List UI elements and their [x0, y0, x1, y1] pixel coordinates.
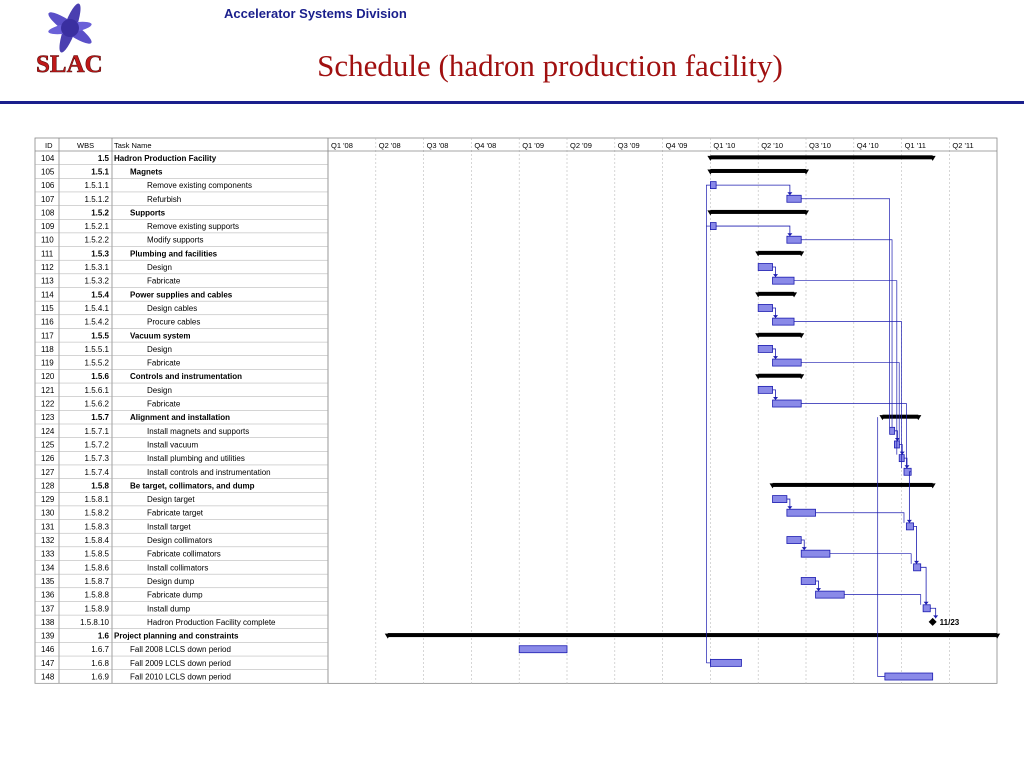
task-id: 125 — [41, 440, 55, 450]
task-wbs: 1.5.3.2 — [84, 276, 109, 286]
task-name: Refurbish — [147, 194, 182, 204]
task-id: 105 — [41, 167, 55, 177]
task-name: Design collimators — [147, 536, 213, 545]
task-bar — [773, 496, 787, 503]
task-id: 124 — [41, 426, 55, 436]
task-bar — [923, 605, 930, 612]
summary-bar — [710, 210, 806, 214]
task-name: Alignment and installation — [130, 413, 231, 423]
task-id: 126 — [41, 454, 55, 464]
task-wbs: 1.6.7 — [91, 645, 109, 655]
task-wbs: 1.5.8.8 — [84, 590, 109, 600]
task-bar — [801, 550, 830, 557]
task-bar — [758, 304, 772, 311]
task-id: 134 — [41, 563, 55, 573]
task-name: Fall 2008 LCLS down period — [130, 645, 231, 655]
quarter-label: Q2 '08 — [378, 141, 401, 150]
page-title: Schedule (hadron production facility) — [317, 48, 783, 83]
task-id: 131 — [41, 522, 55, 532]
task-id: 130 — [41, 508, 55, 518]
task-wbs: 1.5.8.9 — [84, 604, 109, 614]
task-name: Fall 2010 LCLS down period — [130, 672, 231, 682]
quarter-label: Q1 '09 — [522, 141, 545, 150]
task-name: Hadron Production Facility complete — [147, 617, 276, 627]
task-name: Fabricate — [147, 358, 181, 368]
task-name: Remove existing supports — [147, 222, 240, 232]
task-name: Design dump — [147, 576, 195, 586]
task-bar — [816, 591, 845, 598]
quarter-label: Q4 '08 — [474, 141, 497, 150]
task-bar — [773, 318, 795, 325]
task-id: 118 — [41, 344, 54, 354]
task-name: Install controls and instrumentation — [147, 467, 271, 477]
task-name: Fabricate dump — [147, 590, 203, 600]
task-bar — [773, 359, 802, 366]
task-id: 109 — [41, 222, 55, 232]
task-name: Install plumbing and utilities — [147, 454, 245, 464]
task-name: Hadron Production Facility — [114, 153, 217, 163]
task-name: Design — [147, 385, 172, 395]
task-id: 120 — [41, 372, 55, 382]
task-id: 127 — [41, 467, 55, 477]
task-id: 147 — [41, 658, 55, 668]
logo-text: SLAC — [36, 51, 103, 78]
summary-bar — [773, 483, 933, 487]
task-id: 108 — [41, 208, 55, 218]
quarter-label: Q1 '10 — [713, 141, 736, 150]
task-wbs: 1.5.6 — [91, 372, 109, 382]
column-header-wbs: WBS — [77, 141, 95, 150]
task-wbs: 1.5.8 — [91, 481, 109, 491]
task-wbs: 1.5.8.10 — [80, 617, 109, 627]
task-name: Install vacuum — [147, 440, 199, 450]
task-wbs: 1.5.7.2 — [84, 440, 109, 450]
task-bar — [906, 523, 913, 530]
quarter-label: Q2 '11 — [952, 141, 974, 150]
task-bar — [787, 509, 816, 516]
task-name: Install collimators — [147, 563, 209, 573]
quarter-label: Q3 '09 — [617, 141, 640, 150]
task-bar — [710, 223, 716, 230]
column-header-id: ID — [45, 141, 53, 150]
task-wbs: 1.5.8.3 — [84, 522, 109, 532]
task-bar — [710, 182, 716, 189]
task-id: 116 — [41, 317, 54, 327]
task-wbs: 1.5.7 — [91, 413, 109, 423]
quarter-label: Q2 '09 — [570, 141, 592, 150]
task-wbs: 1.5.4 — [91, 290, 109, 300]
quarter-label: Q4 '09 — [665, 141, 688, 150]
task-wbs: 1.5.8.1 — [84, 495, 109, 505]
task-wbs: 1.5.8.4 — [84, 536, 109, 545]
task-wbs: 1.6 — [97, 631, 109, 641]
task-id: 106 — [41, 181, 55, 191]
task-id: 110 — [41, 235, 54, 245]
task-bar — [758, 386, 772, 393]
task-id: 135 — [41, 576, 55, 586]
task-bar — [914, 564, 921, 571]
task-name: Install target — [147, 522, 191, 532]
summary-bar — [710, 169, 806, 173]
task-name: Controls and instrumentation — [130, 372, 242, 382]
task-id: 114 — [41, 290, 54, 300]
task-id: 133 — [41, 549, 55, 559]
task-wbs: 1.5.2.2 — [84, 235, 109, 245]
task-id: 119 — [41, 358, 54, 368]
quarter-label: Q2 '10 — [761, 141, 784, 150]
task-wbs: 1.5.2.1 — [84, 222, 109, 232]
task-id: 129 — [41, 495, 55, 505]
task-id: 117 — [41, 331, 54, 341]
task-name: Magnets — [130, 167, 163, 177]
task-wbs: 1.5.8.6 — [84, 563, 109, 573]
column-header-task-name: Task Name — [114, 141, 152, 150]
task-id: 122 — [41, 399, 55, 409]
task-id: 128 — [41, 481, 55, 491]
summary-bar — [882, 415, 918, 419]
task-name: Install dump — [147, 604, 191, 614]
task-name: Power supplies and cables — [130, 290, 233, 300]
task-name: Remove existing components — [147, 181, 252, 191]
task-wbs: 1.6.9 — [91, 672, 109, 682]
task-bar — [773, 400, 802, 407]
task-wbs: 1.5.3.1 — [84, 263, 109, 272]
task-name: Fabricate — [147, 276, 181, 286]
task-bar — [787, 236, 801, 243]
task-bar — [758, 345, 772, 352]
task-wbs: 1.5.5.1 — [84, 344, 109, 354]
task-bar — [801, 577, 815, 584]
quarter-label: Q1 '11 — [904, 141, 926, 150]
task-wbs: 1.6.8 — [91, 658, 109, 668]
task-name: Install magnets and supports — [147, 426, 250, 436]
summary-bar — [388, 633, 997, 637]
summary-bar — [758, 374, 801, 378]
task-id: 112 — [41, 263, 54, 272]
task-bar — [519, 646, 567, 653]
task-name: Fabricate collimators — [147, 549, 221, 559]
task-wbs: 1.5.7.4 — [84, 467, 109, 477]
task-id: 139 — [41, 631, 55, 641]
task-id: 132 — [41, 536, 55, 545]
quarter-label: Q3 '10 — [809, 141, 831, 150]
task-wbs: 1.5.5 — [91, 331, 109, 341]
task-name: Project planning and constraints — [114, 631, 239, 641]
task-id: 107 — [41, 194, 55, 204]
task-id: 104 — [41, 153, 55, 163]
task-name: Design — [147, 344, 172, 354]
summary-bar — [710, 155, 932, 159]
task-bar — [758, 264, 772, 271]
task-name: Fall 2009 LCLS down period — [130, 658, 231, 668]
quarter-label: Q1 '08 — [331, 141, 353, 150]
task-name: Fabricate target — [147, 508, 204, 518]
task-name: Be target, collimators, and dump — [130, 481, 255, 491]
task-id: 123 — [41, 413, 55, 423]
task-id: 113 — [41, 276, 54, 286]
task-bar — [773, 277, 795, 284]
task-name: Design cables — [147, 303, 198, 313]
task-wbs: 1.5.5.2 — [84, 358, 109, 368]
quarter-label: Q4 '10 — [856, 141, 879, 150]
task-name: Fabricate — [147, 399, 181, 409]
task-wbs: 1.5.1 — [91, 167, 109, 177]
task-wbs: 1.5 — [97, 153, 109, 163]
task-name: Procure cables — [147, 317, 201, 327]
summary-bar — [758, 333, 801, 337]
task-wbs: 1.5.8.5 — [84, 549, 109, 559]
task-bar — [787, 537, 801, 544]
division-label: Accelerator Systems Division — [224, 6, 407, 21]
task-id: 136 — [41, 590, 55, 600]
task-id: 111 — [41, 249, 54, 259]
task-id: 148 — [41, 672, 55, 682]
task-name: Plumbing and facilities — [130, 249, 218, 259]
task-name: Design — [147, 263, 172, 272]
task-wbs: 1.5.3 — [91, 249, 109, 259]
task-wbs: 1.5.7.3 — [84, 454, 109, 464]
task-wbs: 1.5.1.2 — [84, 194, 109, 204]
task-bar — [890, 427, 895, 434]
task-wbs: 1.5.8.7 — [84, 576, 109, 586]
task-id: 146 — [41, 645, 55, 655]
task-id: 121 — [41, 385, 55, 395]
task-name: Vacuum system — [130, 331, 191, 341]
task-name: Supports — [130, 208, 166, 218]
task-name: Modify supports — [147, 235, 204, 245]
task-wbs: 1.5.8.2 — [84, 508, 109, 518]
task-wbs: 1.5.4.2 — [84, 317, 109, 327]
task-wbs: 1.5.6.1 — [84, 385, 109, 395]
task-name: Design target — [147, 495, 195, 505]
task-wbs: 1.5.4.1 — [84, 303, 109, 313]
task-id: 137 — [41, 604, 55, 614]
task-id: 115 — [41, 303, 54, 313]
summary-bar — [758, 292, 794, 296]
milestone-label: 11/23 — [939, 617, 960, 627]
task-id: 138 — [41, 617, 55, 627]
task-bar — [885, 673, 933, 680]
task-wbs: 1.5.6.2 — [84, 399, 109, 409]
task-wbs: 1.5.2 — [91, 208, 109, 218]
task-bar — [787, 195, 801, 202]
quarter-label: Q3 '08 — [426, 141, 449, 150]
task-wbs: 1.5.1.1 — [84, 181, 109, 191]
task-bar — [710, 659, 741, 666]
summary-bar — [758, 251, 801, 255]
task-wbs: 1.5.7.1 — [84, 426, 109, 436]
